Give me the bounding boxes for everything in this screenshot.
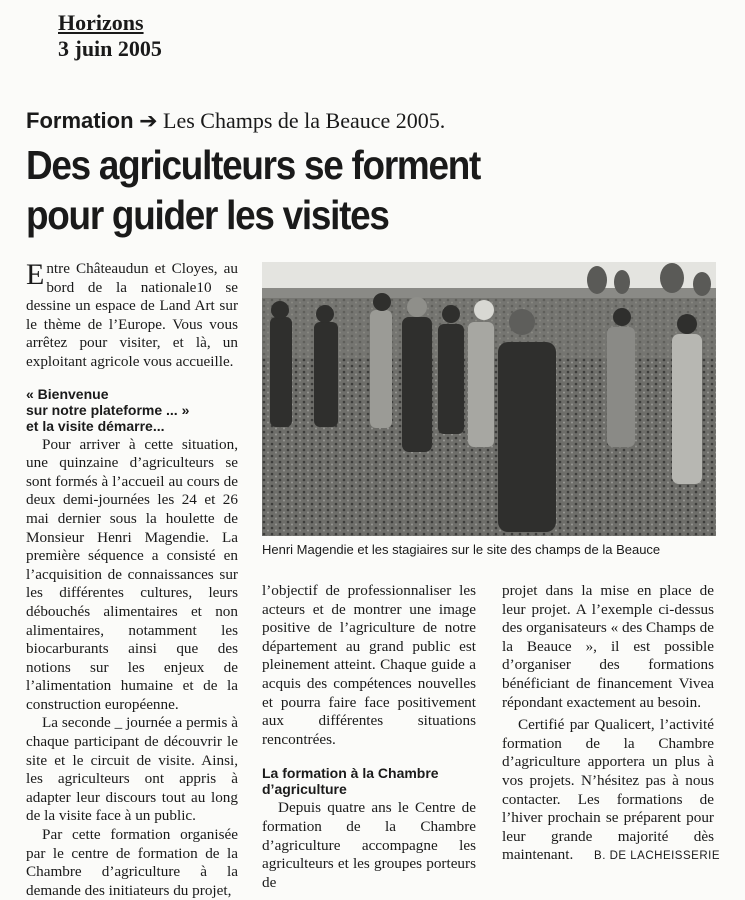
byline: B. DE LACHEISSERIE: [594, 850, 720, 862]
article-column-2: [262, 582, 476, 892]
body-paragraph: La seconde _ journée a permis à chaque participant de découvrir le site et le circuit de visite. Ainsi, les agriculteurs ont appris à adapter leur discours tout au long de la visite face à un public.: [26, 714, 238, 825]
headline-line-1: Des agriculteurs se forment: [26, 142, 481, 188]
body-paragraph: Certifié par Qualicert, l’activité formation de la Chambre d’agriculture apportera un plus à vos projets. N’hésitez pas à nous contacter. Les formations de l’hiver prochain se préparent pour leur grande majorité dès maintenant.: [502, 716, 714, 864]
publication-date: 3 juin 2005: [58, 36, 162, 61]
body-paragraph: Pour arriver à cette situation, une quinzaine d’agriculteurs se sont formés à l’accueil au cours de deux demi-journées les 24 et 26 mai dernier sous la houlette de Monsieur Henri Magendie. La première séquence a consisté en l’acquisition de connaissances sur les différentes cultures, leurs débouchés alimentaires et non alimentaires, notamment les biocarburants ainsi que des notions sur les enjeux de l’alimentation humaine et de la construction européenne.: [26, 435, 238, 713]
field-photo-illustration: [262, 262, 716, 536]
subhead-formation-line-2: d’agriculture: [262, 781, 347, 798]
subhead-bienvenue-line-2: sur notre plateforme ... »: [26, 401, 190, 418]
subhead-bienvenue-line-1: « Bienvenue: [26, 385, 109, 402]
kicker-keyword: Formation: [26, 108, 134, 133]
body-paragraph: projet dans la mise en place de leur projet. A l’exemple ci-dessus des organisateurs « des Champs de la Beauce », il est possible d’organiser des formations bénéficiant de financement Vivea répondant exactement au besoin.: [502, 582, 714, 711]
subhead-formation-line-1: La formation à la Chambre: [262, 765, 439, 782]
body-paragraph: Par cette formation organisée par le centre de formation de la Chambre d’agriculture à la demande des initiateurs du projet,: [26, 826, 238, 899]
article-photo: [262, 262, 716, 536]
body-paragraph: Depuis quatre ans le Centre de formation de la Chambre d’agriculture accompagne les agriculteurs et les groupes porteurs de: [262, 799, 476, 891]
headline-line-2: pour guider les visites: [26, 192, 389, 238]
source-stamp: [58, 10, 258, 62]
article-column-3: [502, 582, 714, 865]
kicker: [26, 108, 726, 134]
arrow-icon: ➔: [139, 108, 158, 133]
lead-paragraph: Entre Châteaudun et Cloyes, au bord de la nationale10 se dessine un espace de Land Art sur le thème de l’Europe. Vous vous arrêtez pour visiter, et là, un exploitant agricole vous accueille.: [26, 258, 238, 370]
subhead-bienvenue-line-3: et la visite démarre...: [26, 417, 165, 434]
kicker-topic: Les Champs de la Beauce 2005.: [163, 108, 446, 133]
body-paragraph: l’objectif de professionnaliser les acteurs et de montrer une image positive de l’agriculture de notre département au grand public est pleinement atteint. Chaque guide a acquis des compétences nouvelles et pourra faire face positivement aux différentes situations rencontrées.: [262, 582, 476, 748]
article-column-1: [26, 260, 238, 900]
photo-caption: Henri Magendie et les stagiaires sur le site des champs de la Beauce: [262, 542, 661, 557]
headline: [26, 140, 656, 240]
publication-name: Horizons: [58, 10, 144, 35]
subhead-formation: [262, 765, 476, 797]
subhead-bienvenue: [26, 386, 238, 434]
